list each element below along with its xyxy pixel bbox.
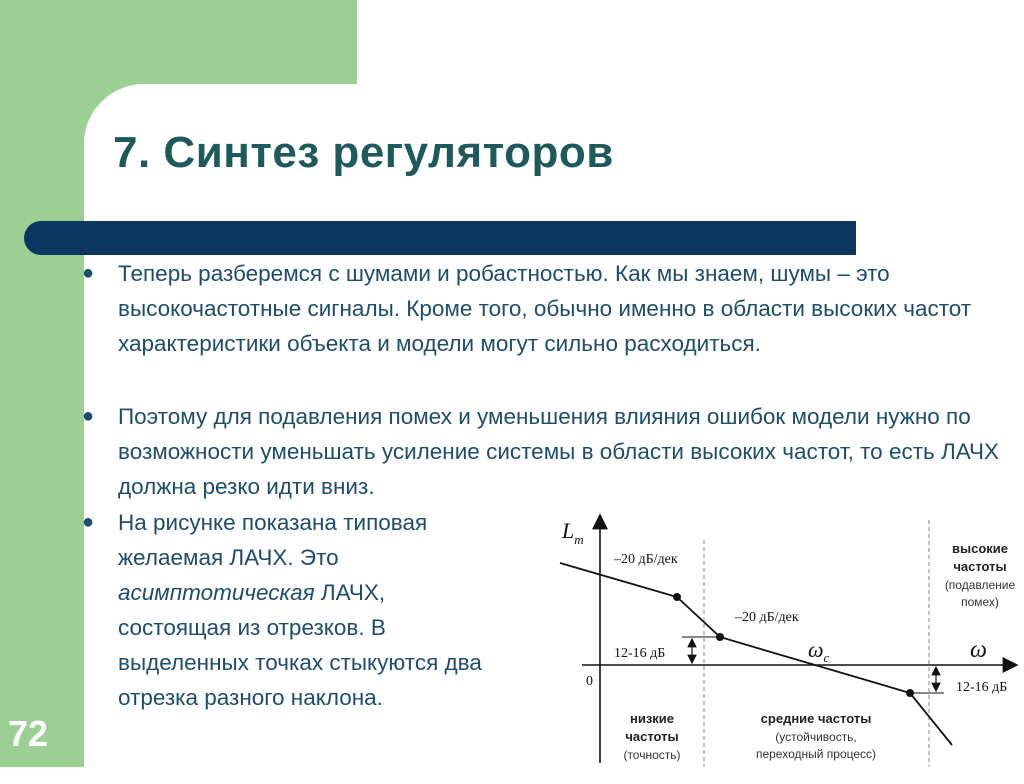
margin-left-label: 12-16 дБ [614, 646, 666, 661]
bullet-3-line-4: состоящая из отрезков. В [118, 615, 386, 640]
bullet-3-line-1: На рисунке показана типовая [118, 510, 428, 535]
crossover-label: $\omega_c$ [808, 637, 830, 665]
bullet-text-1: Теперь разберемся с шумами и робастностью. Как мы знаем, шумы – это высокочастотные сигналы. Кроме того, обычно именно в области высоких частот характеристики объекта и модели могут сильно расходиться. [118, 261, 972, 356]
high-freq-title-2: частоты [953, 559, 1007, 574]
x-axis-label: ω [970, 637, 987, 663]
high-freq-note-2: помех) [961, 595, 999, 609]
bullet-dot-1: ● [82, 262, 95, 284]
margin-right-label: 12-16 дБ [956, 680, 1008, 695]
bullet-3-line-6: отрезка разного наклона. [118, 685, 383, 710]
bullet-3-line-5: выделенных точках стыкуются два [118, 650, 482, 675]
bullet-3-line-2: желаемая ЛАЧХ. Это [118, 545, 339, 570]
mid-freq-note-2: переходный процесс) [755, 747, 877, 761]
title-underline-bar [24, 221, 856, 255]
origin-label: 0 [586, 674, 593, 689]
bode-diagram-svg [552, 505, 1024, 767]
mid-freq-title: средние частоты [760, 711, 872, 726]
low-freq-note: (точность) [623, 748, 681, 762]
low-freq-title-1: низкие [629, 711, 675, 726]
bode-magnitude-figure [552, 505, 1024, 767]
bullet-text-3 [118, 505, 588, 715]
bullet-3-line-3-rest: ЛАЧХ, [314, 580, 386, 605]
slope-label-2: –20 дБ/дек [735, 610, 799, 625]
bullet-dot-3: ● [82, 511, 95, 533]
mid-freq-note-1: (устойчивость, [775, 730, 857, 744]
bullet-3-italic-term: асимптотическая [118, 580, 315, 605]
bullet-dot-2: ● [82, 405, 95, 427]
high-freq-note-1: (подавление [944, 578, 1016, 592]
low-freq-title-2: частоты [625, 729, 679, 744]
y-axis-label: $L_m$ [562, 518, 584, 547]
page-number: 72 [8, 713, 49, 754]
slide-title: 7. Синтез регуляторов [113, 128, 614, 177]
high-freq-title-1: высокие [952, 541, 1008, 556]
bullet-text-2: Поэтому для подавления помех и уменьшения влияния ошибок модели нужно по возможности уменьшать усиление системы в области высоких частот, то есть ЛАЧХ должна резко идти вниз. [118, 404, 1000, 499]
slope-label-1: –20 дБ/дек [614, 552, 678, 567]
breakpoint-1 [673, 593, 681, 601]
